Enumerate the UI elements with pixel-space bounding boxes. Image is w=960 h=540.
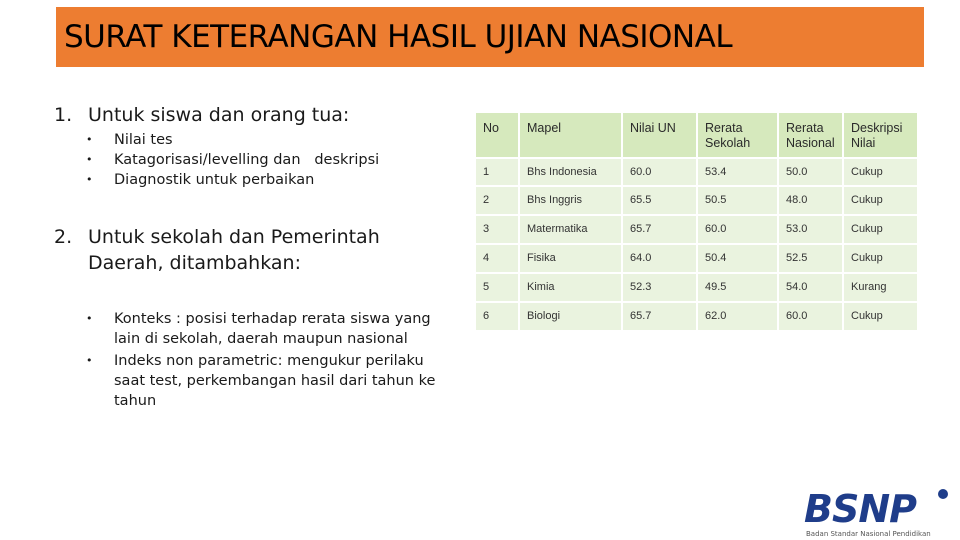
table-row [476, 302, 918, 331]
header-no: No [476, 113, 519, 158]
bsnp-logo [802, 486, 952, 538]
list-item [54, 150, 454, 170]
list-item [54, 351, 454, 411]
bullet-icon: • [86, 354, 93, 367]
cell-deskripsi: Cukup [843, 302, 918, 331]
header-mapel: Mapel [519, 113, 622, 158]
cell-mapel: Matermatika [519, 215, 622, 244]
list-item [54, 309, 454, 349]
results-table-container [476, 113, 918, 332]
results-table [476, 113, 919, 332]
cell-rerata-nasional: 54.0 [778, 273, 843, 302]
table-header-row [476, 113, 918, 158]
cell-rerata-nasional: 48.0 [778, 186, 843, 215]
cell-nilai-un: 64.0 [622, 244, 697, 273]
cell-rerata-nasional: 53.0 [778, 215, 843, 244]
cell-nilai-un: 65.7 [622, 302, 697, 331]
cell-mapel: Kimia [519, 273, 622, 302]
cell-nilai-un: 65.5 [622, 186, 697, 215]
cell-no: 5 [476, 273, 519, 302]
header-deskripsi-nilai: Deskripsi Nilai [843, 113, 918, 158]
list-item [54, 130, 454, 150]
cell-no: 6 [476, 302, 519, 331]
cell-no: 1 [476, 158, 519, 186]
cell-rerata-sekolah: 49.5 [697, 273, 778, 302]
section-2-list [54, 309, 454, 411]
section-2-title: Untuk sekolah dan Pemerintah Daerah, ditambahkan: [88, 226, 380, 274]
table-row [476, 244, 918, 273]
cell-deskripsi: Cukup [843, 244, 918, 273]
title-bar [56, 7, 924, 67]
cell-nilai-un: 52.3 [622, 273, 697, 302]
page-title: SURAT KETERANGAN HASIL UJIAN NASIONAL [64, 19, 733, 55]
cell-mapel: Bhs Inggris [519, 186, 622, 215]
bullet-icon: • [86, 312, 93, 325]
cell-rerata-nasional: 60.0 [778, 302, 843, 331]
cell-mapel: Biologi [519, 302, 622, 331]
section-1-heading [54, 102, 454, 128]
cell-no: 2 [476, 186, 519, 215]
section-1-number: 1. [54, 104, 73, 126]
table-row [476, 215, 918, 244]
cell-rerata-sekolah: 60.0 [697, 215, 778, 244]
cell-deskripsi: Cukup [843, 215, 918, 244]
cell-mapel: Bhs Indonesia [519, 158, 622, 186]
list-item-text: Konteks : posisi terhadap rerata siswa yang lain di sekolah, daerah maupun nasional [114, 311, 431, 347]
section-1-title: Untuk siswa dan orang tua: [88, 104, 350, 126]
cell-deskripsi: Cukup [843, 158, 918, 186]
bullet-icon: • [86, 133, 93, 146]
bsnp-logo-text: BSNP [804, 487, 916, 531]
cell-no: 4 [476, 244, 519, 273]
cell-rerata-sekolah: 53.4 [697, 158, 778, 186]
logo-dot-icon [938, 489, 948, 499]
header-rerata-sekolah: Rerata Sekolah [697, 113, 778, 158]
header-nilai-un: Nilai UN [622, 113, 697, 158]
table-row [476, 273, 918, 302]
list-item-text: Diagnostik untuk perbaikan [114, 172, 315, 188]
cell-nilai-un: 60.0 [622, 158, 697, 186]
section-1-list [54, 130, 454, 190]
cell-mapel: Fisika [519, 244, 622, 273]
list-item-text: Indeks non parametric: mengukur perilaku saat test, perkembangan hasil dari tahun ke tahun [114, 353, 436, 409]
cell-deskripsi: Kurang [843, 273, 918, 302]
section-2-number: 2. [54, 226, 73, 248]
cell-rerata-sekolah: 50.5 [697, 186, 778, 215]
cell-no: 3 [476, 215, 519, 244]
list-item-text: Nilai tes [114, 132, 173, 148]
bullet-icon: • [86, 153, 93, 166]
cell-rerata-nasional: 50.0 [778, 158, 843, 186]
cell-deskripsi: Cukup [843, 186, 918, 215]
cell-rerata-sekolah: 50.4 [697, 244, 778, 273]
bsnp-logo-caption: Badan Standar Nasional Pendidikan [806, 530, 931, 538]
list-item [54, 170, 454, 190]
table-row [476, 186, 918, 215]
header-rerata-nasional: Rerata Nasional [778, 113, 843, 158]
list-item-text: Katagorisasi/levelling dan deskripsi [114, 152, 380, 168]
bullet-icon: • [86, 173, 93, 186]
section-2-heading [54, 224, 454, 276]
cell-nilai-un: 65.7 [622, 215, 697, 244]
cell-rerata-sekolah: 62.0 [697, 302, 778, 331]
cell-rerata-nasional: 52.5 [778, 244, 843, 273]
table-row [476, 158, 918, 186]
